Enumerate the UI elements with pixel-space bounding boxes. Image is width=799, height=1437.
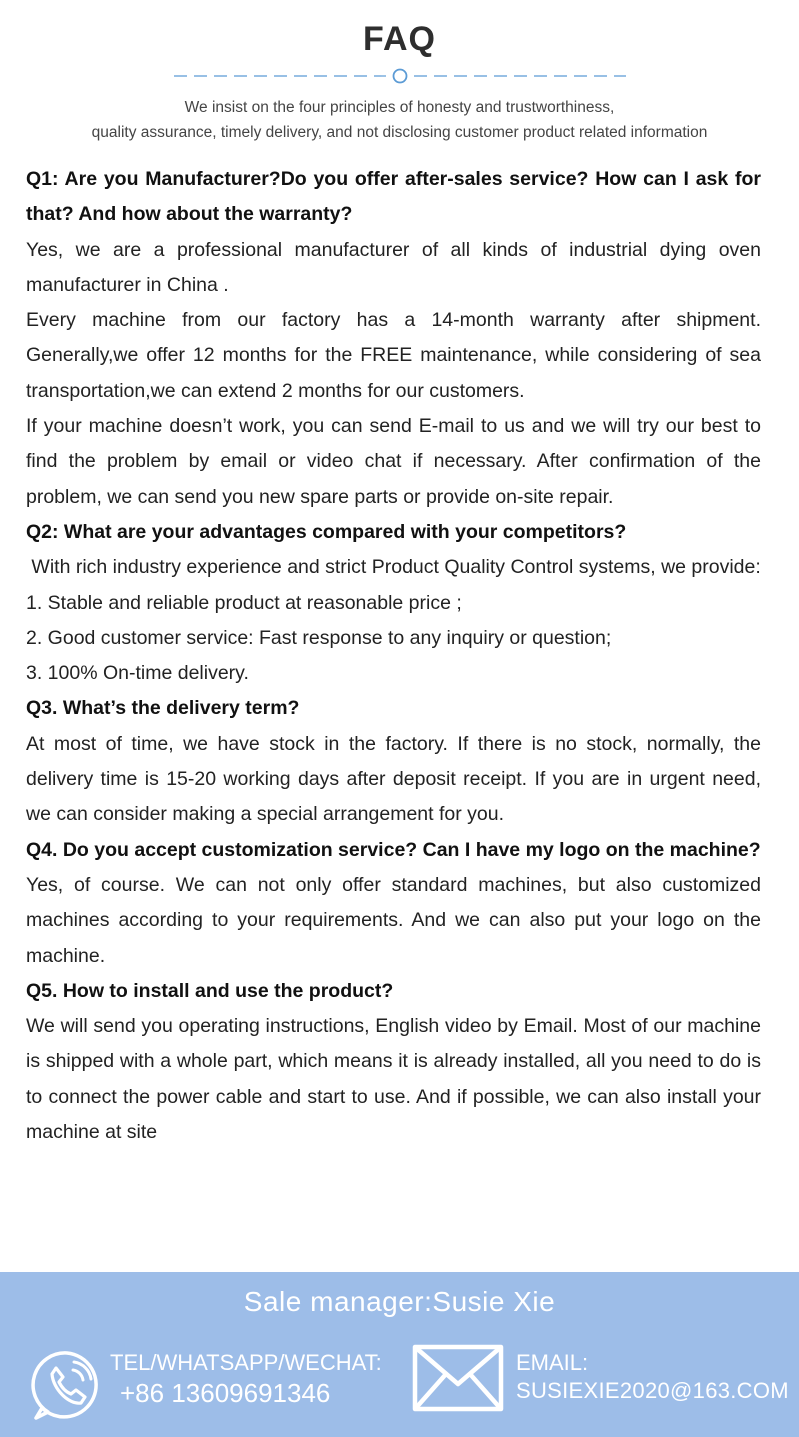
sale-manager: Sale manager:Susie Xie <box>243 1286 556 1317</box>
q4-answer: Yes, of course. We can not only offer standard machines, but also customized machines according to your requirements. And we can also put your logo on the machine. <box>26 873 761 967</box>
q1-answer-3: If your machine doesn’t work, you can send E-mail to us and we will try our best to find the problem by email or video chat if necessary. After confirmation of the problem, we can send you new spare parts or provide on-site repair. <box>26 415 761 508</box>
q2-item-2: 2. Good customer service: Fast response to any inquiry or question; <box>26 626 612 649</box>
faq-title: FAQ <box>363 20 436 58</box>
q3-question: Q3. What’s the delivery term? <box>26 697 300 720</box>
faq-content <box>26 162 761 1150</box>
q2-answer-intro: With rich industry experience and strict Product Quality Control systems, we provide: <box>26 556 761 579</box>
title-divider <box>174 67 626 85</box>
intro-line-2: quality assurance, timely delivery, and not disclosing customer product related information <box>91 124 708 141</box>
email-address[interactable]: SUSIEXIE2020@163.COM <box>516 1378 789 1403</box>
q1-answer-1: Yes, we are a professional manufacturer of all kinds of industrial dying oven manufacturer in China . <box>26 238 761 296</box>
q2-question: Q2: What are your advantages compared with your competitors? <box>26 520 627 543</box>
q3-answer: At most of time, we have stock in the factory. If there is no stock, normally, the delivery time is 15-20 working days after deposit receipt. If you are in urgent need, we can consider making a special arrangement for you. <box>26 732 761 826</box>
q5-answer: We will send you operating instructions, English video by Email. Most of our machine is shipped with a whole part, which means it is already installed, all you need to do is to connect the power cable and start to use. And if possible, we can also install your machine at site <box>26 1015 761 1144</box>
q2-item-1: 1. Stable and reliable product at reasonable price ; <box>26 591 462 614</box>
email-label: EMAIL: <box>516 1350 589 1375</box>
envelope-icon <box>412 1344 504 1412</box>
q5-question: Q5. How to install and use the product? <box>26 979 394 1002</box>
contact-footer <box>0 1272 799 1437</box>
q4-question: Q4. Do you accept customization service? Can I have my logo on the machine? <box>26 838 761 861</box>
q1-question: Q1: Are you Manufacturer?Do you offer after-sales service? How can I ask for that? And how about the warranty? <box>26 168 761 226</box>
tel-label: TEL/WHATSAPP/WECHAT: <box>110 1350 382 1375</box>
q1-answer-2: Every machine from our factory has a 14-month warranty after shipment. Generally,we offer 12 months for the FREE maintenance, while considering of sea transportation,we can extend 2 months for our customers. <box>26 309 761 402</box>
intro-text <box>0 95 799 145</box>
phone-icon <box>30 1348 104 1422</box>
q2-item-3: 3. 100% On-time delivery. <box>26 662 249 685</box>
tel-number[interactable]: +86 13609691346 <box>120 1378 331 1408</box>
intro-line-1: We insist on the four principles of honesty and trustworthiness, <box>184 99 615 116</box>
